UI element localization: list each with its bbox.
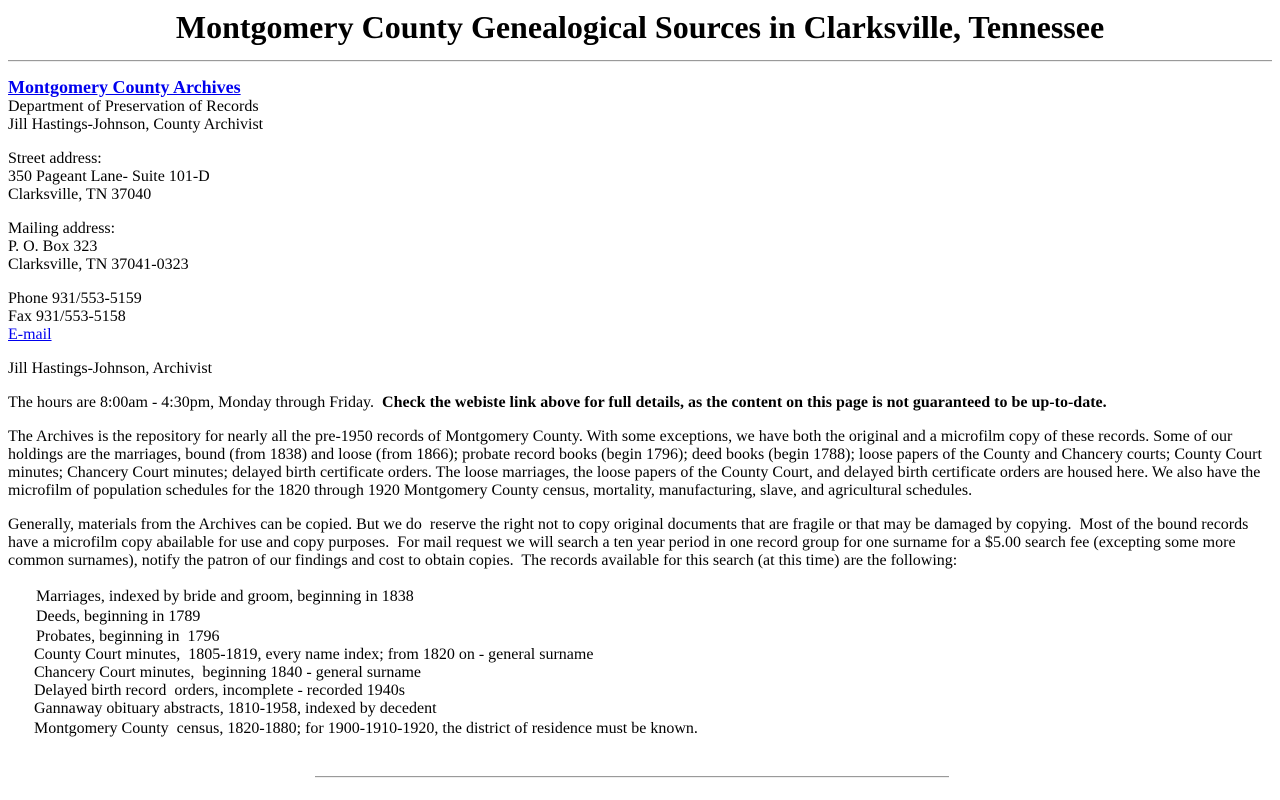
records-list [8, 588, 1272, 738]
mailing-address-block [8, 220, 1272, 274]
phone-text: Phone 931/553-5159 [8, 290, 142, 307]
top-divider [8, 60, 1272, 62]
fax-text: Fax 931/553-5158 [8, 308, 126, 325]
list-item: Montgomery County census, 1820-1880; for 1900-1910-1920, the district of residence must be known. [34, 720, 698, 737]
list-item: Gannaway obituary abstracts, 1810-1958, indexed by decedent [34, 700, 437, 717]
archivist-signature: Jill Hastings-Johnson, Archivist [8, 360, 213, 377]
street-address-block [8, 150, 1272, 204]
list-item: Marriages, indexed by bride and groom, beginning in 1838 [36, 588, 414, 605]
department-text: Department of Preservation of Records [8, 98, 259, 115]
street-address-line1: 350 Pageant Lane- Suite 101-D [8, 168, 210, 185]
hours-paragraph [8, 394, 1272, 412]
archivist-text: Jill Hastings-Johnson, County Archivist [8, 116, 264, 133]
contact-block [8, 290, 1272, 344]
mailing-address-line1: P. O. Box 323 [8, 238, 98, 255]
archives-link[interactable]: Montgomery County Archives [8, 77, 241, 97]
list-item: Probates, beginning in 1796 [36, 628, 220, 645]
email-link[interactable]: E-mail [8, 326, 52, 343]
archives-block [8, 78, 1272, 134]
mailing-address-label: Mailing address: [8, 220, 116, 237]
street-address-line2: Clarksville, TN 37040 [8, 186, 152, 203]
list-item: Chancery Court minutes, beginning 1840 - general surname [34, 664, 422, 681]
list-item: Deeds, beginning in 1789 [36, 608, 201, 625]
holdings-paragraph: The Archives is the repository for nearly all the pre-1950 records of Montgomery County. With some exceptions, we have both the original and a microfilm copy of these records. Some of our holdings are the marriages, bound (from 1838) and loose (from 1866); probate record books (begin 1796); deed books (begin 1788); loose papers of the County and Chancery courts; County Court minutes; Chancery Court minutes; delayed birth certificate orders. The loose marriages, the loose papers of the County Court, and delayed birth certificate orders are housed here. We also have the microfilm of population schedules for the 1820 through 1920 Montgomery County census, mortality, manufacturing, slave, and agricultural schedules. [8, 428, 1262, 499]
street-address-label: Street address: [8, 150, 102, 167]
list-item: County Court minutes, 1805-1819, every name index; from 1820 on - general surname [34, 646, 594, 663]
list-item: Delayed birth record orders, incomplete - recorded 1940s [34, 682, 405, 699]
mailing-address-line2: Clarksville, TN 37041-0323 [8, 256, 189, 273]
page-title: Montgomery County Genealogical Sources in Clarksville, Tennessee [175, 9, 1105, 45]
bottom-divider [315, 776, 949, 778]
hours-notice: Check the webiste link above for full details, as the content on this page is not guaranteed to be up-to-date. [382, 394, 1107, 411]
copying-paragraph: Generally, materials from the Archives can be copied. But we do reserve the right not to copy original documents that are fragile or that may be damaged by copying. Most of the bound records have a microfilm copy abailable for use and copy purposes. For mail request we will search a ten year period in one record group for one surname for a $5.00 search fee (excepting some more common surnames), notify the patron of our findings and cost to obtain copies. The records available for this search (at this time) are the following: [8, 516, 1249, 569]
hours-text: The hours are 8:00am - 4:30pm, Monday through Friday. [8, 394, 383, 411]
